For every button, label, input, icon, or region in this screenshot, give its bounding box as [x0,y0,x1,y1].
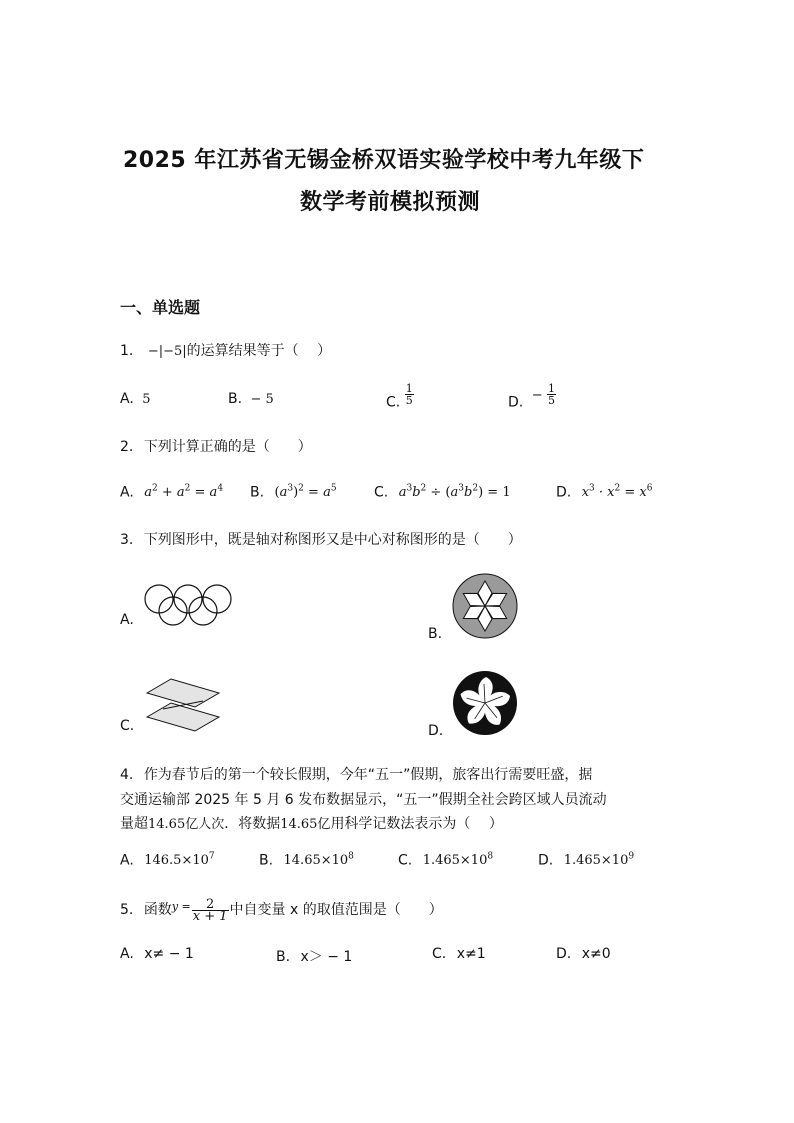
option-label: D. [508,394,524,411]
option-b[interactable] [228,391,274,407]
question-number: 4. [120,767,134,783]
mantissa: 146.5 [144,853,182,869]
section-heading: 一、单选题 [120,298,201,317]
fraction-denominator: 5 [405,394,413,407]
option-label: A. [120,484,134,501]
page-title-line2: 数学考前模拟预测 [300,190,481,215]
option-label: A. [120,852,134,869]
option-formula: $a^2 + a^2 = a^4$ [144,484,224,501]
option-formula: $1.465\times 10^8$ [422,852,494,869]
question-number: 3. [120,532,134,548]
option-d[interactable] [508,383,556,411]
option-value: x≠0 [581,946,611,962]
option-label: B. [276,949,291,965]
option-label: D. [556,484,572,501]
math-value: 14.65亿 [280,817,331,832]
question-4-line3 [120,814,503,835]
question-5 [120,897,443,922]
option-label: C. [386,394,401,411]
option-c[interactable] [374,484,511,500]
fraction-numerator: 2 [192,899,229,911]
option-c[interactable] [398,852,493,868]
mantissa: 1.465 [422,853,460,869]
option-a[interactable] [120,612,134,628]
option-b[interactable] [259,852,354,868]
option-formula: $(a^3)^2 = a^5$ [274,484,337,501]
question-text: ．将数据 [224,816,281,832]
option-label: A. [120,612,134,628]
function-name: y = [171,900,191,913]
math-expression: −|−5| [147,344,187,359]
option-c[interactable] [120,718,134,734]
question-text: 中自变量 x 的取值范围是（ ） [229,902,443,918]
option-d[interactable] [556,484,652,500]
option-c[interactable] [432,946,486,962]
option-d[interactable] [538,852,634,868]
exponent: 8 [348,852,354,862]
question-text: 作为春节后的第一个较长假期，今年“五一”假期，旅客出行需要旺盛，据 [143,767,593,783]
option-d[interactable] [428,723,443,739]
question-text: 函数 [143,902,172,918]
fraction-numerator: 1 [548,382,556,395]
option-d[interactable] [556,946,611,962]
question-number: 5. [120,902,134,918]
option-label: D. [538,852,554,869]
question-4-line2: 交通运输部 2025 年 5 月 6 发布数据显示，“五一”假期全社会跨区域人员流动 [120,792,607,808]
option-formula: $x^3 \cdot x^2 = x^6$ [581,484,653,501]
minus-sign: − [531,387,543,403]
question-text: 的运算结果等于（ ） [186,343,332,359]
option-a[interactable] [120,391,151,407]
question-2 [120,437,312,457]
question-text: 下列计算正确的是（ ） [143,439,312,455]
option-label: D. [428,723,444,739]
question-3 [120,530,522,550]
option-value: x＞ − 1 [300,949,353,965]
option-label: B. [259,852,274,869]
rhombus-flower-figure[interactable] [452,573,518,639]
mantissa: 1.465 [563,853,601,869]
option-b[interactable] [276,946,352,966]
option-label: C. [398,852,413,869]
fraction-denominator: 5 [548,394,556,407]
option-formula: $14.65\times 10^8$ [283,852,354,869]
fraction [547,383,556,406]
option-a[interactable] [120,484,223,500]
option-a[interactable] [120,852,215,868]
option-label: D. [556,946,572,962]
fraction-denominator: x + 1 [192,908,228,924]
option-label: C. [432,946,447,962]
option-label: A. [120,946,134,962]
fraction [192,896,229,924]
option-c[interactable] [386,383,414,411]
exponent: 8 [487,852,494,862]
option-label: C. [120,718,135,734]
question-number: 2. [120,439,134,455]
question-text: 下列图形中，既是轴对称图形又是中心对称图形的是（ ） [143,532,522,548]
question-text: 用科学记数法表示为（ ） [330,816,503,832]
option-value: x≠ − 1 [144,946,194,962]
exponent: 7 [208,852,215,862]
option-label: C. [374,484,389,501]
option-value: 5 [142,392,151,407]
exponent: 9 [628,852,635,862]
question-4-line1 [120,765,592,785]
option-value: x≠1 [456,946,486,962]
fraction-numerator: 1 [405,382,413,395]
mantissa: 14.65 [283,853,321,869]
option-value: − 5 [250,392,274,407]
option-label: B. [428,626,443,642]
option-b[interactable] [428,626,442,642]
question-number: 1. [120,343,134,359]
option-formula: $a^3b^2 \div (a^3b^2) = 1$ [398,484,511,501]
olympic-rings-figure[interactable] [142,582,234,628]
s-logo-figure[interactable] [143,677,223,733]
question-1 [120,341,331,362]
option-formula: $146.5\times 10^7$ [144,852,215,869]
option-label: B. [228,391,243,407]
option-a[interactable] [120,946,194,962]
option-label: B. [250,484,265,501]
page-title-line1: 2025 年江苏省无锡金桥双语实验学校中考九年级下 [123,148,645,173]
math-value: 14.65亿人次 [148,817,225,832]
option-b[interactable] [250,484,337,500]
option-formula: $1.465\times 10^9$ [563,852,635,869]
fraction [405,383,414,406]
bauhinia-pinwheel-figure[interactable] [452,670,518,736]
option-label: A. [120,391,134,407]
question-text: 量超 [120,816,148,832]
